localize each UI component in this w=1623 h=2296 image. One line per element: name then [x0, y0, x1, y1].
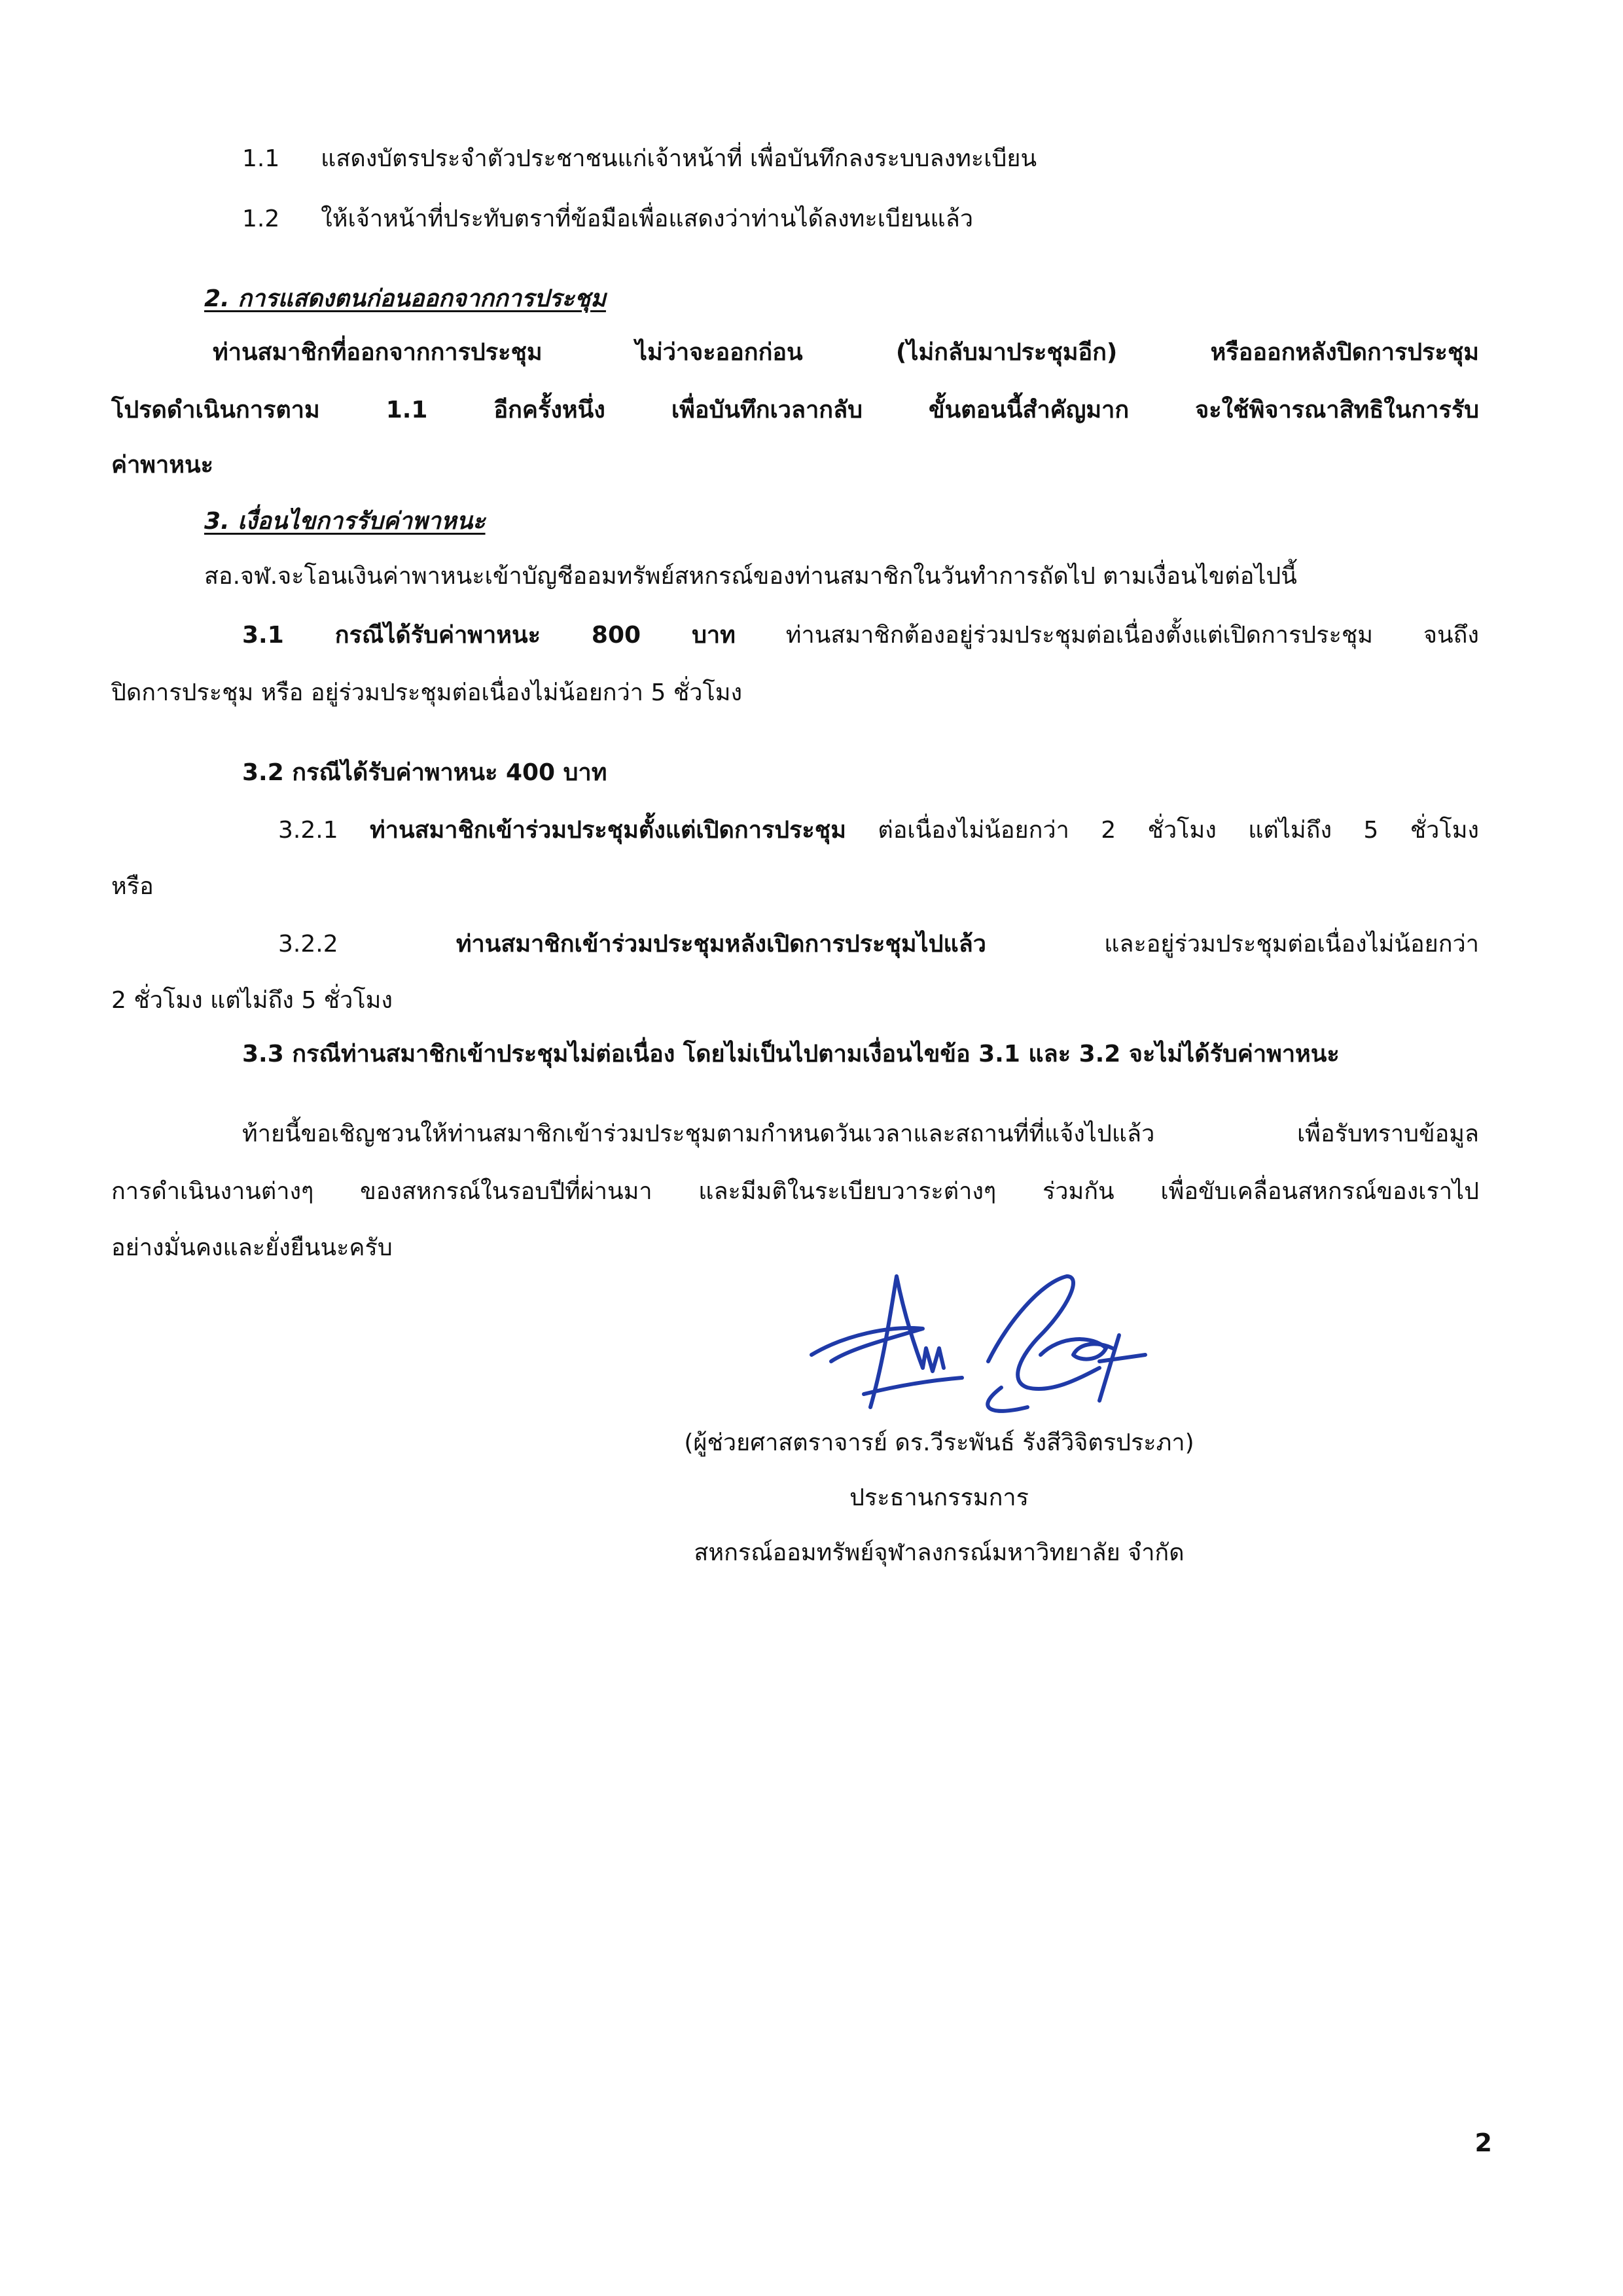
condition-3-2-1-line-2: หรือ [111, 873, 154, 900]
item-1-2 [242, 203, 973, 236]
condition-3-2-1 [278, 814, 1479, 847]
section-2-line-3: ค่าพาหนะ [111, 452, 213, 478]
signatory-organization: สหกรณ์ออมทรัพย์จุฬาลงกรณ์มหาวิทยาลัย จำกัด [694, 1539, 1185, 1566]
item-1-1 [242, 143, 1037, 175]
signatory-name: (ผู้ช่วยศาสตราจารย์ ดร.วีระพันธ์ รังสีวิจิตรประภา) [684, 1429, 1194, 1456]
section-2-heading: 2. การแสดงตนก่อนออกจากการประชุม [204, 285, 606, 312]
condition-3-3: 3.3 กรณีท่านสมาชิกเข้าประชุมไม่ต่อเนื่อง โดยไม่เป็นไปตามเงื่อนไขข้อ 3.1 และ 3.2 จะไม่ได้รับค่าพาหนะ [242, 1041, 1340, 1067]
signature-stroke [812, 1328, 923, 1361]
item-1-1-number: 1.1 [242, 145, 280, 172]
condition-3-2-2-line-2: 2 ชั่วโมง แต่ไม่ถึง 5 ชั่วโมง [111, 987, 393, 1014]
condition-3-2-2-text: และอยู่ร่วมประชุมต่อเนื่องไม่น้อยกว่า [1104, 931, 1479, 958]
condition-3-1-title: 3.1 กรณีได้รับค่าพาหนะ 800 บาท [242, 622, 736, 649]
condition-3-2-1-number: 3.2.1 [278, 817, 338, 844]
signatory-position: ประธานกรรมการ [849, 1484, 1029, 1511]
condition-3-2-2-number: 3.2.2 [278, 931, 338, 958]
section-2-line-2: โปรดดำเนินการตาม 1.1 อีกครั้งหนึ่ง เพื่อบันทึกเวลากลับ ขั้นตอนนี้สำคัญมาก จะใช้พิจารณาสิทธิในการรับ [111, 397, 1479, 423]
closing-line-3: อย่างมั่นคงและยั่งยืนนะครับ [111, 1234, 393, 1261]
condition-3-1-text: ท่านสมาชิกต้องอยู่ร่วมประชุมต่อเนื่องตั้งแต่เปิดการประชุม จนถึง [785, 622, 1479, 649]
signature-image [792, 1257, 1158, 1427]
page-number: 2 [1474, 2128, 1492, 2157]
item-1-1-text: แสดงบัตรประจำตัวประชาชนแก่เจ้าหน้าที่ เพื่อบันทึกลงระบบลงทะเบียน [321, 145, 1037, 172]
condition-3-2-2-title: ท่านสมาชิกเข้าร่วมประชุมหลังเปิดการประชุมไปแล้ว [455, 931, 986, 958]
item-1-2-number: 1.2 [242, 206, 280, 232]
condition-3-2-1-title: ท่านสมาชิกเข้าร่วมประชุมตั้งแต่เปิดการประชุม [370, 817, 846, 844]
closing-line-1: ท้ายนี้ขอเชิญชวนให้ท่านสมาชิกเข้าร่วมประชุมตามกำหนดวันเวลาและสถานที่ที่แจ้งไปแล้ว เพื่อรับทราบข้อมูล [242, 1121, 1479, 1147]
signature-stroke [1041, 1339, 1113, 1359]
closing-line-2: การดำเนินงานต่างๆ ของสหกรณ์ในรอบปีที่ผ่านมา และมีมติในระเบียบวาระต่างๆ ร่วมกัน เพื่อขับเคลื่อนสหกรณ์ของเราไป [111, 1178, 1479, 1205]
condition-3-2-2 [278, 928, 1479, 961]
section-2-line-1: ท่านสมาชิกที่ออกจากการประชุม ไม่ว่าจะออกก่อน (ไม่กลับมาประชุมอีก) หรือออกหลังปิดการประชุม [213, 339, 1479, 366]
condition-3-1 [242, 619, 1479, 652]
section-3-heading: 3. เงื่อนไขการรับค่าพาหนะ [204, 508, 486, 535]
signature-stroke [988, 1388, 1027, 1411]
section-3-intro: สอ.จฬ.จะโอนเงินค่าพาหนะเข้าบัญชีออมทรัพย์สหกรณ์ของท่านสมาชิกในวันทำการถัดไป ตามเงื่อนไขต่อไปนี้ [204, 563, 1297, 590]
signature-stroke [988, 1276, 1099, 1389]
condition-3-1-line-2: ปิดการประชุม หรือ อยู่ร่วมประชุมต่อเนื่องไม่น้อยกว่า 5 ชั่วโมง [111, 679, 743, 706]
condition-3-2-heading: 3.2 กรณีได้รับค่าพาหนะ 400 บาท [242, 759, 607, 786]
item-1-2-text: ให้เจ้าหน้าที่ประทับตราที่ข้อมือเพื่อแสดงว่าท่านได้ลงทะเบียนแล้ว [321, 206, 974, 232]
condition-3-2-1-text: ต่อเนื่องไม่น้อยกว่า 2 ชั่วโมง แต่ไม่ถึง 5 ชั่วโมง [878, 817, 1480, 844]
